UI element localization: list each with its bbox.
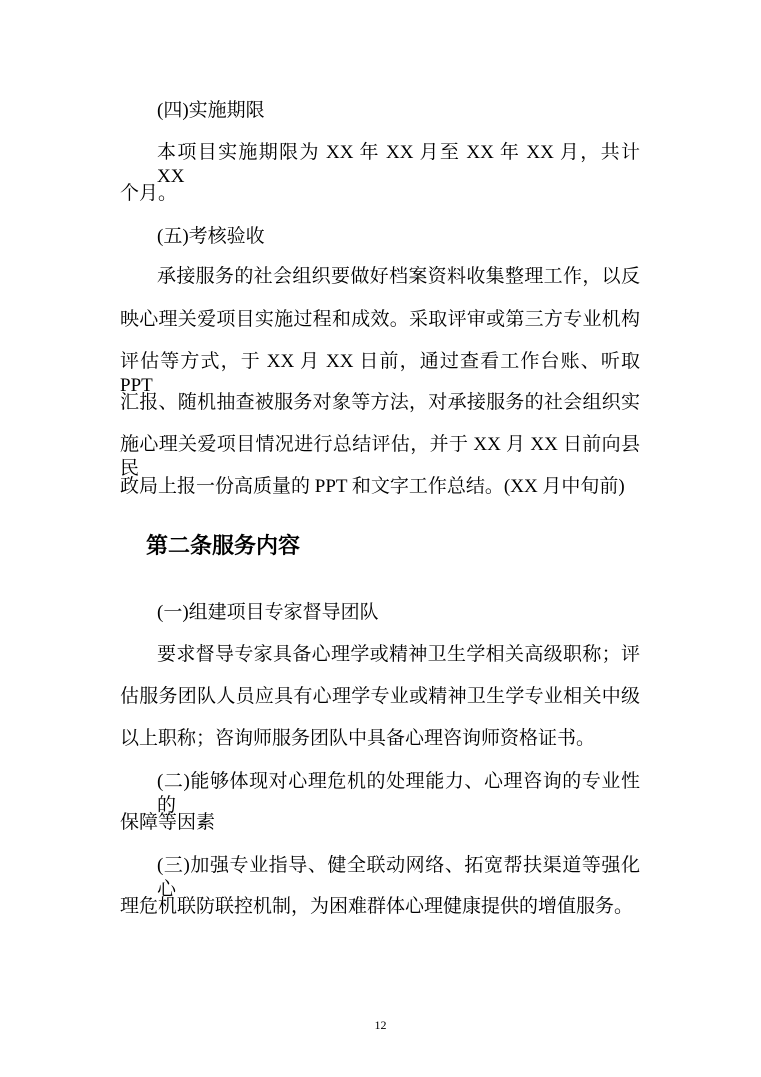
section-5-line: 汇报、随机抽查被服务对象等方法，对承接服务的社会组织实 xyxy=(120,392,640,413)
section-5-title: (五)考核验收 xyxy=(157,226,265,247)
article-2-heading: 第二条服务内容 xyxy=(146,533,301,558)
section-4-title: (四)实施期限 xyxy=(157,100,265,121)
item-3-line: (三)加强专业指导、健全联动网络、拓宽帮扶渠道等强化心 xyxy=(157,855,640,900)
section-5-line: 评估等方式，于 XX 月 XX 日前，通过查看工作台账、听取 PPT xyxy=(120,351,640,396)
page-number: 12 xyxy=(374,1018,387,1032)
item-2-line: 保障等因素 xyxy=(120,812,216,833)
section-4-line: 个月。 xyxy=(120,183,178,204)
item-2-line: (二)能够体现对心理危机的处理能力、心理咨询的专业性的 xyxy=(157,771,640,816)
section-5-line: 政局上报一份高质量的 PPT 和文字工作总结。(XX 月中旬前) xyxy=(120,476,625,497)
section-4-line: 本项目实施期限为 XX 年 XX 月至 XX 年 XX 月，共计 XX xyxy=(157,142,640,187)
item-1-title: (一)组建项目专家督导团队 xyxy=(157,602,379,623)
item-1-line: 要求督导专家具备心理学或精神卫生学相关高级职称；评 xyxy=(157,644,640,665)
section-5-line: 承接服务的社会组织要做好档案资料收集整理工作，以反 xyxy=(157,266,640,287)
item-1-line: 以上职称；咨询师服务团队中具备心理咨询师资格证书。 xyxy=(120,728,596,749)
item-1-line: 估服务团队人员应具有心理学专业或精神卫生学专业相关中级 xyxy=(120,686,640,707)
item-3-line: 理危机联防联控机制，为困难群体心理健康提供的增值服务。 xyxy=(120,896,634,917)
section-5-line: 施心理关爱项目情况进行总结评估，并于 XX 月 XX 日前向县民 xyxy=(120,434,640,479)
section-5-line: 映心理关爱项目实施过程和成效。采取评审或第三方专业机构 xyxy=(120,309,640,330)
